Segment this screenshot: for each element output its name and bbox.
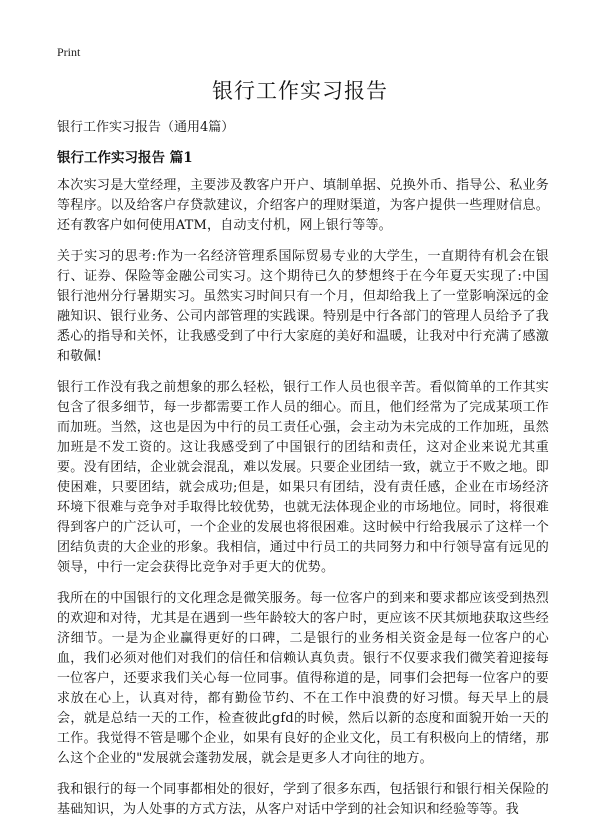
paragraph-2: 关于实习的思考:作为一名经济管理系国际贸易专业的大学生，一直期待有机会在银行、证券、保险等金融公司实习。这个期待已久的梦想终于在今年夏天实现了:中国银行池州分行暑期实习。虽然实习时间只有一个月，但却给我上了一堂影响深远的金融知识、银行业务、公司内部管理的实践课。特别是中行各部门的管理人员给予了我悉心的指导和关怀，让我感受到了中行大家庭的美好和温暖，让我对中行充满了感激和敬佩! bbox=[57, 249, 549, 364]
document-body bbox=[57, 118, 549, 831]
paragraph-3: 银行工作没有我之前想象的那么轻松，银行工作人员也很辛苦。看似简单的工作其实包含了很多细节，每一步都需要工作人员的细心。而且，他们经常为了完成某项工作而加班。当然，这也是因为中行的员工责任心强，会主动为未完成的工作加班，虽然加班是不发工资的。这让我感受到了中国银行的团结和责任，这对企业来说尤其重要。没有团结，企业就会混乱，难以发展。只要企业团结一致，就立于不败之地。即使困难，只要团结，就会成功;但是，如果只有团结，没有责任感，企业在市场经济环境下很难与竞争对手取得比较优势，也就无法体现企业的市场地位。同时，将很难得到客户的广泛认可，一个企业的发展也将很困难。这时候中行给我展示了这样一个团结负责的大企业的形象。我相信，通过中行员工的共同努力和中行领导富有远见的领导，中行一定会获得比竞争对手更大的优势。 bbox=[57, 380, 549, 575]
document-subtitle: 银行工作实习报告（通用4篇） bbox=[57, 120, 235, 135]
paragraph-4: 我所在的中国银行的文化理念是微笑服务。每一位客户的到来和要求都应该受到热烈的欢迎和对待，尤其是在遇到一些年龄较大的客户时，更应该不厌其烦地获取这些经济细节。一是为企业赢得更好的口碑，二是银行的业务相关资金是每一位客户的心血，我们必须对他们对我们的信任和信赖认真负责。银行不仅要求我们微笑着迎接每一位客户，还要求我们关心每一位同事。值得称道的是，同事们会把每一位客户的要求放在心上，认真对待，都有勤俭节约、不在工作中浪费的好习惯。每天早上的晨会，就是总结一天的工作，检查彼此gfd的时候，然后以新的态度和面貌开始一天的工作。我觉得不管是哪个企业，如果有良好的企业文化，员工有积极向上的情绪，那么这个企业的"发展就会蓬勃发展，就会是更多人才向往的地方。 bbox=[57, 591, 549, 766]
paragraph-1: 本次实习是大堂经理，主要涉及教客户开户、填制单据、兑换外币、指导公、私业务等程序。以及给客户存贷款建议，介绍客户的理财渠道，为客户提供一些理财信息。还有教客户如何使用ATM，自动支付机，网上银行等等。 bbox=[57, 178, 549, 233]
paragraph-5: 我和银行的每一个同事都相处的很好，学到了很多东西，包括银行和银行相关保险的基础知识，为人处事的方式方法，从客户对话中学到的社会知识和经验等等。我 bbox=[57, 782, 549, 817]
print-link[interactable]: Print bbox=[57, 45, 81, 59]
document-title: 银行工作实习报告 bbox=[212, 79, 388, 103]
section-heading: 银行工作实习报告 篇1 bbox=[57, 150, 193, 166]
